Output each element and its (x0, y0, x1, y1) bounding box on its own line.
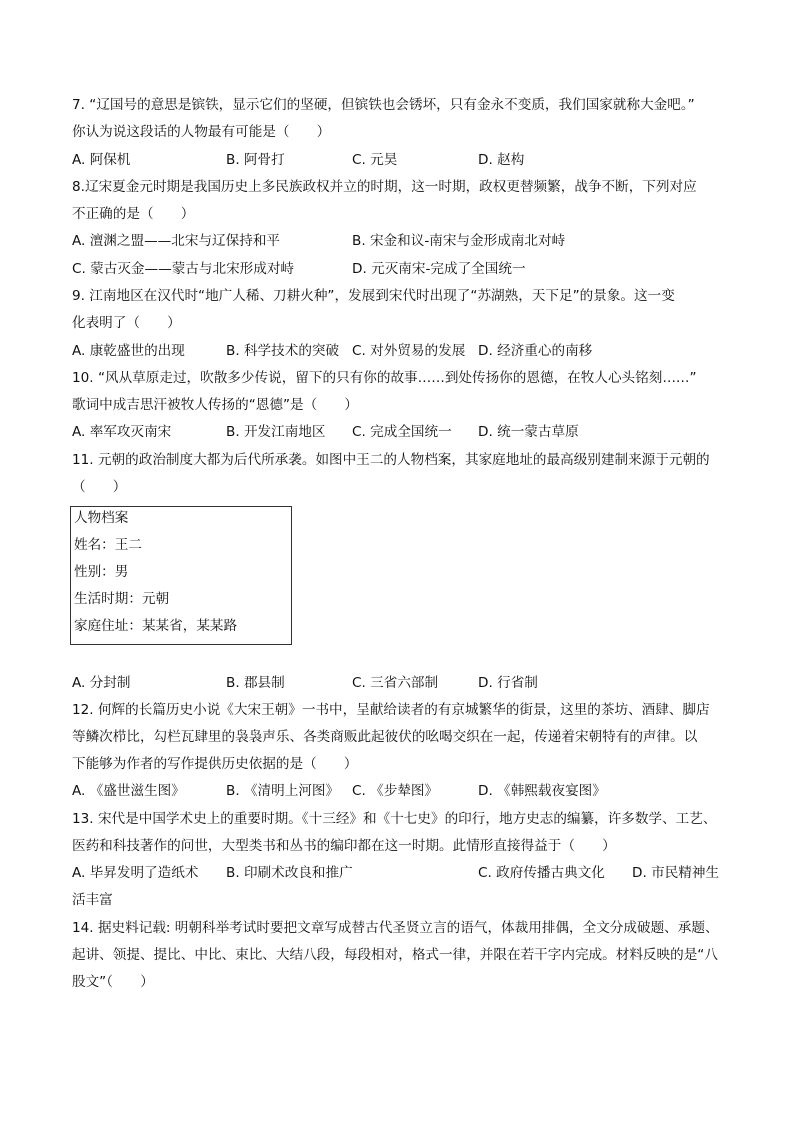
q11-option-a[interactable]: A. 分封制 (72, 675, 131, 691)
q12-stem-line-3: 下能够为作者的写作提供历史依据的是（ ） (72, 756, 358, 772)
q9-option-c[interactable]: C. 对外贸易的发展 (352, 343, 466, 359)
q13-option-d[interactable]: D. 市民精神生 (632, 865, 720, 881)
q11-option-b[interactable]: B. 郡县制 (226, 675, 285, 691)
q12-option-d[interactable]: D. 《韩熙载夜宴图》 (478, 783, 606, 799)
q7-option-b[interactable]: B. 阿骨打 (226, 152, 285, 168)
q7-stem-line-2: 你认为说这段话的人物最有可能是（ ） (72, 124, 331, 140)
q9-option-d[interactable]: D. 经济重心的南移 (478, 343, 593, 359)
q7-option-a[interactable]: A. 阿保机 (72, 152, 131, 168)
profile-card-row-gender: 性别：男 (74, 564, 129, 580)
q9-stem-line-2: 化表明了（ ） (72, 315, 181, 331)
q11-option-d[interactable]: D. 行省制 (478, 675, 538, 691)
q13-option-b[interactable]: B. 印刷术改良和推广 (226, 865, 353, 881)
profile-card-title: 人物档案 (74, 510, 129, 526)
q12-option-c[interactable]: C. 《步辇图》 (352, 783, 439, 799)
q11-stem-line-2: （ ） (72, 479, 127, 495)
q13-stem-line-2: 医药和科技著作的问世，大型类书和丛书的编印都在这一时期。此情形直接得益于（ ） (72, 838, 616, 854)
q13-stem-line-1: 13. 宋代是中国学术史上的重要时期。《十三经》和《十七史》的印行，地方史志的编纂，许多数学、工艺、 (72, 811, 717, 827)
profile-card-row-address: 家庭住址：某某省，某某路 (74, 618, 238, 634)
q7-option-c[interactable]: C. 元昊 (352, 152, 398, 168)
q11-option-c[interactable]: C. 三省六部制 (352, 675, 439, 691)
q10-option-c[interactable]: C. 完成全国统一 (352, 424, 452, 440)
q8-option-b[interactable]: B. 宋金和议-南宋与金形成南北对峙 (352, 233, 566, 249)
profile-card-row-name: 姓名：王二 (74, 537, 142, 553)
profile-card-row-period: 生活时期：元朝 (74, 591, 170, 607)
q10-option-d[interactable]: D. 统一蒙古草原 (478, 424, 579, 440)
q10-option-b[interactable]: B. 开发江南地区 (226, 424, 326, 440)
q13-option-c[interactable]: C. 政府传播古典文化 (478, 865, 605, 881)
q12-stem-line-2: 等鳞次栉比，勾栏瓦肆里的袅袅声乐、各类商贩此起彼伏的吆喝交织在一起，传递着宋朝特有的声律。以 (72, 729, 698, 745)
q8-option-c[interactable]: C. 蒙古灭金——蒙古与北宋形成对峙 (72, 261, 295, 277)
q8-option-a[interactable]: A. 澶渊之盟——北宋与辽保持和平 (72, 233, 281, 249)
q11-stem-line-1: 11. 元朝的政治制度大都为后代所承袭。如图中王二的人物档案，其家庭地址的最高级别建制来源于元朝的 (72, 452, 710, 468)
q14-stem-line-3: 股文”（ ） (72, 974, 154, 990)
q12-option-b[interactable]: B. 《清明上河图》 (226, 783, 340, 799)
q10-option-a[interactable]: A. 率军攻灭南宋 (72, 424, 172, 440)
q7-option-d[interactable]: D. 赵构 (478, 152, 525, 168)
q12-option-a[interactable]: A. 《盛世滋生图》 (72, 783, 185, 799)
q9-option-a[interactable]: A. 康乾盛世的出现 (72, 343, 185, 359)
q9-option-b[interactable]: B. 科学技术的突破 (226, 343, 340, 359)
q7-stem-line-1: 7. “辽国号的意思是镔铁，显示它们的坚硬，但镔铁也会锈坏，只有金永不变质，我们国家就称大金吧。” (72, 97, 695, 113)
q13-option-d-continued: 活丰富 (72, 892, 113, 908)
q10-stem-line-2: 歌词中成吉思汗被牧人传扬的“恩德”是（ ） (72, 397, 358, 413)
q8-stem-line-2: 不正确的是（ ） (72, 206, 195, 222)
q12-stem-line-1: 12. 何辉的长篇历史小说《大宋王朝》一书中，呈献给读者的有京城繁华的街景，这里的茶坊、酒肆、脚店 (72, 702, 710, 718)
q13-option-a[interactable]: A. 毕昇发明了造纸术 (72, 865, 199, 881)
profile-card (70, 506, 292, 645)
q8-stem-line-1: 8.辽宋夏金元时期是我国历史上多民族政权并立的时期，这一时期，政权更替频繁，战争不断，下列对应 (72, 179, 697, 195)
q14-stem-line-2: 起讲、领提、提比、中比、束比、大结八段，每段相对，格式一律，并限在若干字内完成。材料反映的是“八 (72, 947, 718, 963)
q8-option-d[interactable]: D. 元灭南宋-完成了全国统一 (352, 261, 526, 277)
q9-stem-line-1: 9. 江南地区在汉代时“地广人稀、刀耕火种”，发展到宋代时出现了“苏湖熟，天下足”的景象。这一变 (72, 288, 675, 304)
q10-stem-line-1: 10. “风从草原走过，吹散多少传说，留下的只有你的故事……到处传扬你的恩德，在牧人心头铭刻……” (72, 370, 697, 386)
q14-stem-line-1: 14. 据史料记载: 明朝科举考试时要把文章写成替古代圣贤立言的语气，体裁用排偶，全文分成破题、承题、 (72, 920, 719, 936)
